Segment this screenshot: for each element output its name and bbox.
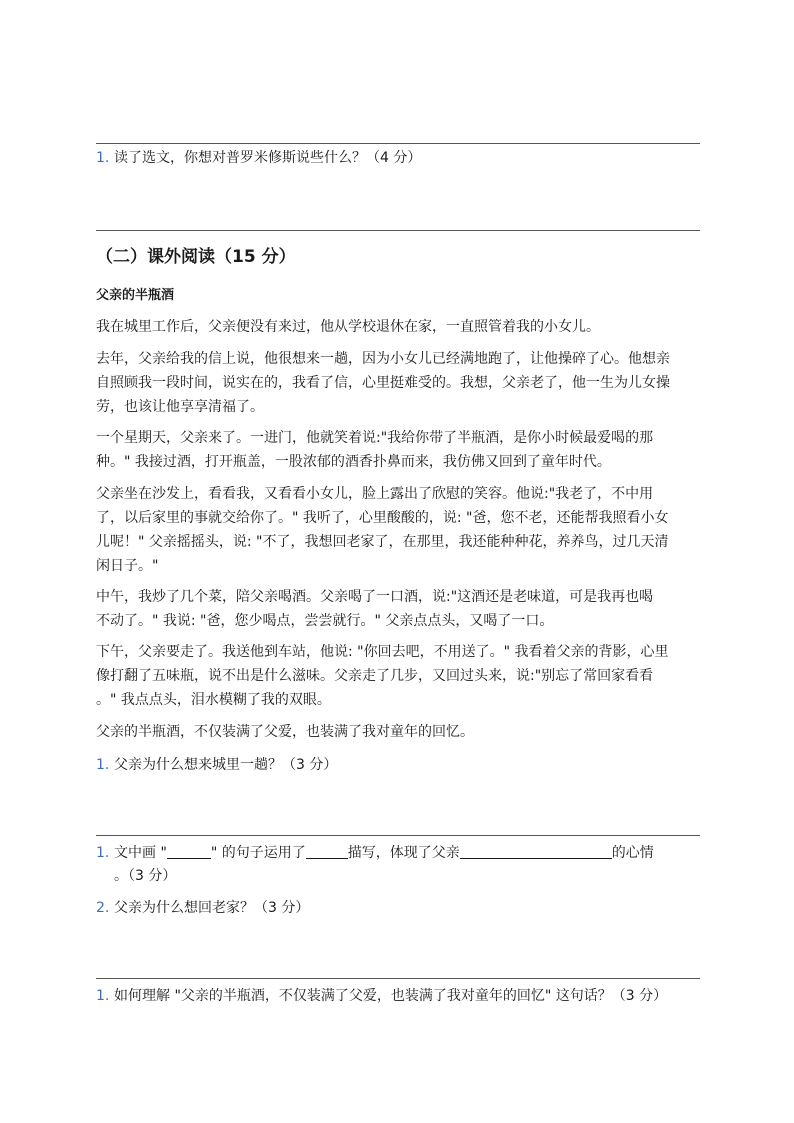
question-text: 描写，体现了父亲: [347, 845, 460, 861]
question-text: 父亲为什么想来城里一趟？（3 分）: [114, 757, 338, 773]
passage-line: 种。" 我接过酒，打开瓶盖，一股浓郁的酒香扑鼻而来，我仿佛又回到了童年时代。: [96, 454, 611, 470]
question-text: 读了选文，你想对普罗米修斯说些什么？（4 分）: [114, 150, 422, 166]
passage-line: 劳，也该让他享享清福了。: [96, 399, 264, 415]
question-text: 如何理解 "父亲的半瓶酒，不仅装满了父爱，也装满了我对童年的回忆" 这句话？（3 分）: [114, 988, 668, 1004]
passage-line: 不动了。" 我说: "爸，您少喝点，尝尝就行。" 父亲点点头，又喝了一口。: [96, 613, 554, 629]
passage-line: 下午，父亲要走了。我送他到车站，他说: "你回去吧，不用送了。" 我看着父亲的背影，心里: [96, 644, 669, 660]
passage-line: 一个星期天，父亲来了。一进门，他就笑着说:"我给你带了半瓶酒，是你小时候最爱喝的那: [96, 430, 654, 446]
passage-line: 去年，父亲给我的信上说，他很想来一趟，因为小女儿已经满地跑了，让他操碎了心。他想亲: [96, 351, 670, 367]
question-prev: [96, 147, 704, 170]
fill-blank[interactable]: [460, 844, 612, 859]
passage-line: 像打翻了五味瓶，说不出是什么滋味。父亲走了几步，又回过头来，说:"别忘了常回家看看: [96, 668, 654, 684]
question-4: [96, 985, 704, 1008]
passage-line: 。" 我点点头，泪水模糊了我的双眼。: [96, 692, 331, 708]
answer-line: [96, 143, 700, 144]
passage-title: 父亲的半瓶酒: [96, 288, 175, 303]
question-number: 1.: [96, 150, 110, 166]
question-text: 文中画 ": [114, 845, 167, 861]
passage-line: 中午，我炒了几个菜，陪父亲喝酒。父亲喝了一口酒，说:"这酒还是老味道，可是我再也喝: [96, 589, 654, 605]
answer-line: [96, 978, 700, 979]
passage-line: 父亲坐在沙发上，看看我，又看看小女儿，脸上露出了欣慰的笑容。他说:"我老了，不中用: [96, 486, 654, 502]
question-number: 2.: [96, 900, 110, 916]
question-number: 1.: [96, 757, 110, 773]
question-text: 的心情: [611, 845, 654, 861]
passage-line: 了，以后家里的事就交给你了。" 我听了，心里酸酸的，说: "爸，您不老，还能帮我照看小女: [96, 510, 669, 526]
passage-line: 我在城里工作后，父亲便没有来过，他从学校退休在家，一直照管着我的小女儿。: [96, 319, 600, 335]
question-3: [96, 897, 704, 920]
fill-blank[interactable]: [167, 844, 211, 859]
fill-blank[interactable]: [306, 844, 348, 859]
passage-line: 闲日子。": [96, 558, 159, 574]
question-number: 1.: [96, 845, 110, 861]
question-2: [96, 842, 704, 865]
answer-line: [96, 230, 700, 231]
passage-line: 父亲的半瓶酒，不仅装满了父爱，也装满了我对童年的回忆。: [96, 724, 474, 740]
answer-line: [96, 835, 700, 836]
question-text: 父亲为什么想回老家？（3 分）: [114, 900, 310, 916]
passage-line: 儿呢！" 父亲摇摇头，说: "不了，我想回老家了，在那里，我还能种种花，养养鸟，过几天清: [96, 534, 669, 550]
question-1: [96, 754, 704, 777]
passage-line: 自照顾我一段时间，说实在的，我看了信，心里挺难受的。我想，父亲老了，他一生为儿女操: [96, 375, 670, 391]
question-number: 1.: [96, 988, 110, 1004]
section-heading: （二）课外阅读（15 分）: [96, 247, 296, 267]
question-text: " 的句子运用了: [210, 845, 306, 861]
question-2-continued: 。（3 分）: [114, 868, 177, 884]
